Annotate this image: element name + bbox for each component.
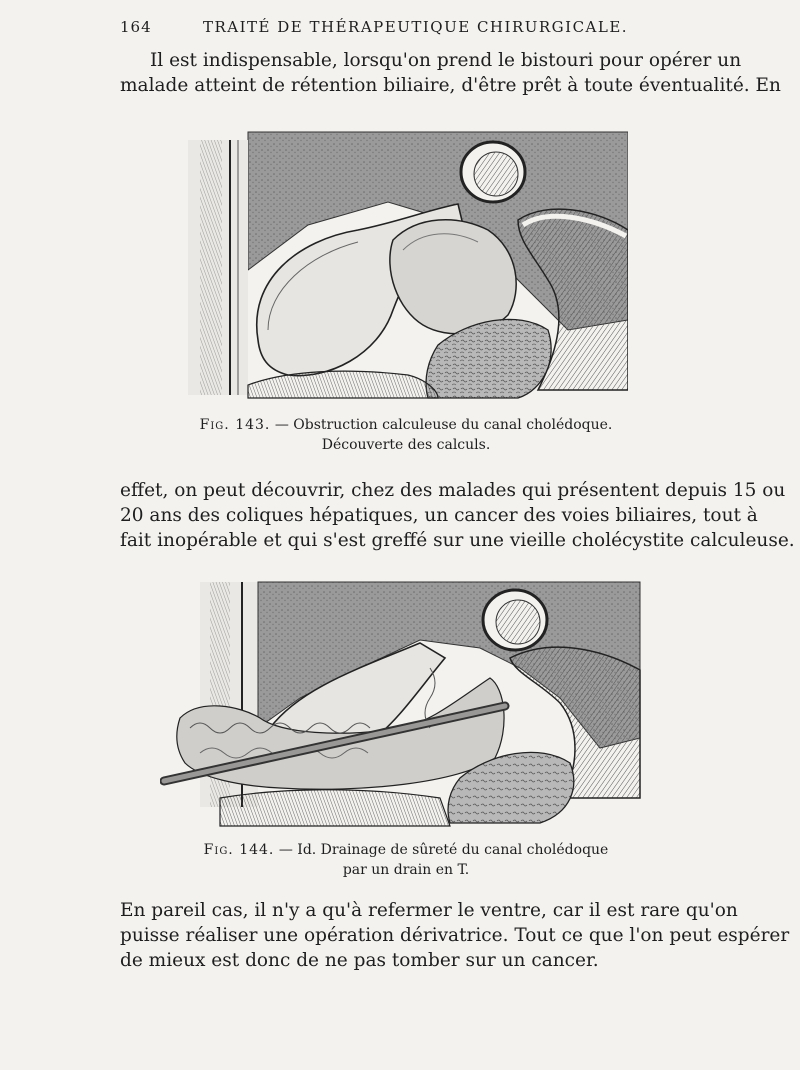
running-header xyxy=(120,16,690,38)
figure-144-caption xyxy=(120,840,692,880)
figure-label: Fig. 144. xyxy=(203,842,275,858)
caption-line: par un drain en T. xyxy=(342,862,470,878)
text-line: fait inopérable et qui s'est greffé sur une vieille cholécystite calculeuse. xyxy=(120,530,795,551)
caption-text: — Id. Drainage de sûreté du canal cholédoque xyxy=(274,842,609,858)
text-line: de mieux est donc de ne pas tomber sur un cancer. xyxy=(120,950,599,971)
text-line: malade atteint de rétention biliaire, d'être prêt à toute éventualité. En xyxy=(120,75,781,96)
page-number: 164 xyxy=(120,18,152,36)
caption-line xyxy=(120,415,692,435)
paragraph-1 xyxy=(120,48,781,98)
text-line: effet, on peut découvrir, chez des malades qui présentent depuis 15 ou xyxy=(120,480,786,501)
figure-143-illustration xyxy=(188,130,628,400)
paragraph-2 xyxy=(120,478,795,553)
caption-text: — Obstruction calculeuse du canal cholédoque. xyxy=(270,417,613,433)
caption-line xyxy=(120,840,692,860)
caption-line: Découverte des calculs. xyxy=(321,437,491,453)
text-line: En pareil cas, il n'y a qu'à refermer le ventre, car il est rare qu'on xyxy=(120,900,738,921)
paragraph-3 xyxy=(120,898,790,973)
text-line: 20 ans des coliques hépatiques, un cancer des voies biliaires, tout à xyxy=(120,505,758,526)
figure-144-illustration xyxy=(160,578,642,828)
text-line: puisse réaliser une opération dérivatrice. Tout ce que l'on peut espérer xyxy=(120,925,790,946)
text-line: Il est indispensable, lorsqu'on prend le bistouri pour opérer un xyxy=(150,50,742,71)
running-title: TRAITÉ DE THÉRAPEUTIQUE CHIRURGICALE. xyxy=(203,18,629,36)
figure-143-caption xyxy=(120,415,692,455)
figure-label: Fig. 143. xyxy=(199,417,271,433)
